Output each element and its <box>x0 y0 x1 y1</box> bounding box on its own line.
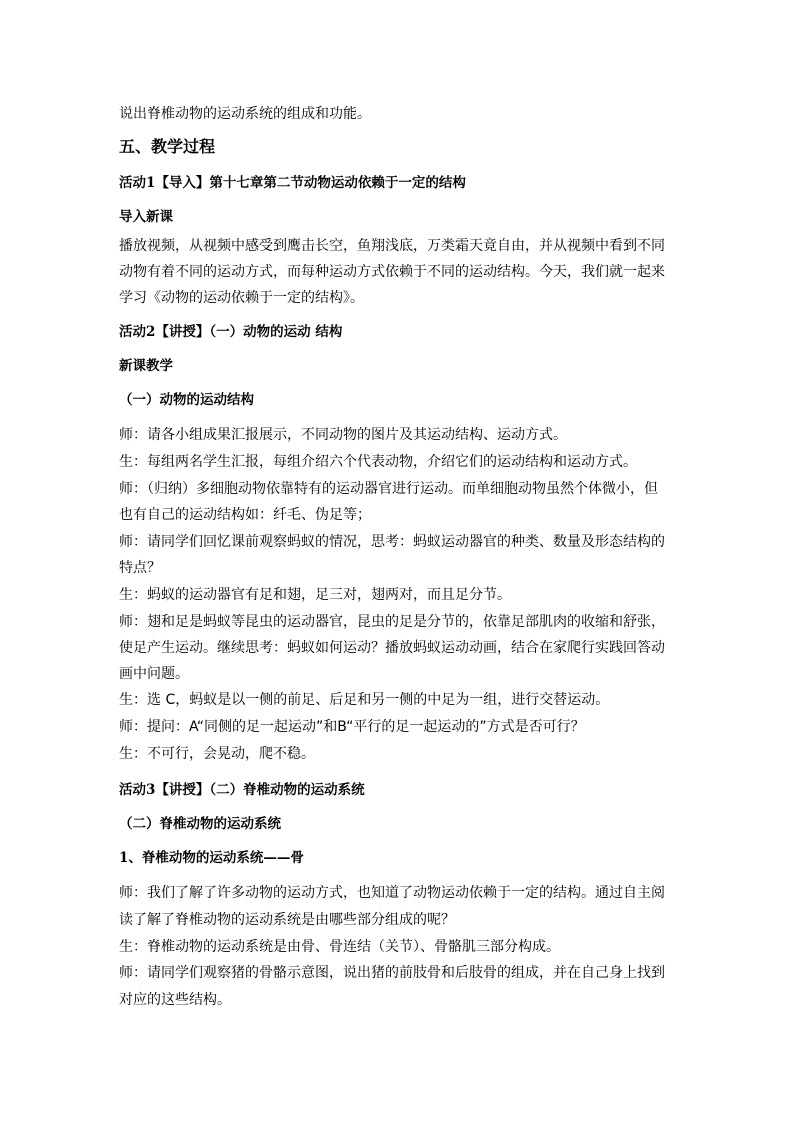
activity-3-heading: 活动3【讲授】（二）脊椎动物的运动系统 <box>119 782 365 798</box>
dialogue-line: 师：翅和足是蚂蚁等昆虫的运动器官，昆虫的足是分节的，依靠足部肌肉的收缩和舒张， <box>119 614 665 630</box>
activity-2-heading: 活动2【讲授】（一）动物的运动 结构 <box>119 324 343 340</box>
dialogue-line: 生：脊椎动物的运动系统是由骨、骨连结（关节）、骨骼肌三部分构成。 <box>119 939 560 955</box>
paragraph-line: 播放视频，从视频中感受到鹰击长空，鱼翔浅底，万类霜天竟自由，并从视频中看到不同 <box>119 238 665 254</box>
activity-1-heading: 活动1【导入】第十七章第二节动物运动依赖于一定的结构 <box>119 175 466 191</box>
dialogue-line: 生：每组两名学生汇报，每组介绍六个代表动物，介绍它们的运动结构和运动方式。 <box>119 454 637 470</box>
subheading-vertebrate-motion-system: （二）脊椎动物的运动系统 <box>119 816 281 832</box>
dialogue-line: 师：请同学们回忆课前观察蚂蚁的情况，思考：蚂蚁运动器官的种类、数量及形态结构的 <box>119 534 665 550</box>
dialogue-line: 生：不可行，会晃动，爬不稳。 <box>119 746 315 762</box>
paragraph-line: 动物有着不同的运动方式，而每种运动方式依赖于不同的运动结构。今天，我们就一起来 <box>119 264 665 280</box>
dialogue-line: 师：请同学们观察猪的骨骼示意图，说出猪的前肢骨和后肢骨的组成，并在自己身上找到 <box>119 965 665 981</box>
dialogue-line: 也有自己的运动结构如：纤毛、伪足等； <box>119 507 371 523</box>
section-heading-teaching-process: 五、教学过程 <box>119 137 216 156</box>
subheading-bone: 1、脊椎动物的运动系统——骨 <box>119 850 304 866</box>
dialogue-line: 师：我们了解了许多动物的运动方式，也知道了动物运动依赖于一定的结构。通过自主阅 <box>119 885 665 901</box>
subheading-animal-motion-structure: （一）动物的运动结构 <box>119 392 254 408</box>
dialogue-line: 师：请各小组成果汇报展示，不同动物的图片及其运动结构、运动方式。 <box>119 427 567 443</box>
dialogue-line: 读了解了脊椎动物的运动系统是由哪些部分组成的呢？ <box>119 912 455 928</box>
dialogue-line: 师：（归纳）多细胞动物依靠特有的运动器官进行运动。而单细胞动物虽然个体微小，但 <box>119 481 658 497</box>
dialogue-line: 生：选 C，蚂蚁是以一侧的前足、后足和另一侧的中足为一组，进行交替运动。 <box>119 692 610 708</box>
dialogue-line: 师：提问：A“同侧的足一起运动”和B“平行的足一起运动的”方式是否可行？ <box>119 719 585 735</box>
subheading-new-lesson: 新课教学 <box>119 358 173 374</box>
dialogue-line: 对应的这些结构。 <box>119 992 231 1008</box>
dialogue-line: 生：蚂蚁的运动器官有足和翅，足三对，翅两对，而且足分节。 <box>119 587 511 603</box>
dialogue-line: 画中问题。 <box>119 666 189 682</box>
paragraph-line: 学习《动物的运动依赖于一定的结构》。 <box>119 290 364 306</box>
dialogue-line: 特点？ <box>119 560 161 576</box>
dialogue-line: 使足产生运动。继续思考：蚂蚁如何运动？播放蚂蚁运动动画，结合在家爬行实践回答动 <box>119 640 665 656</box>
subheading-import-lesson: 导入新课 <box>119 209 173 225</box>
intro-objective-line: 说出脊椎动物的运动系统的组成和功能。 <box>119 106 371 122</box>
